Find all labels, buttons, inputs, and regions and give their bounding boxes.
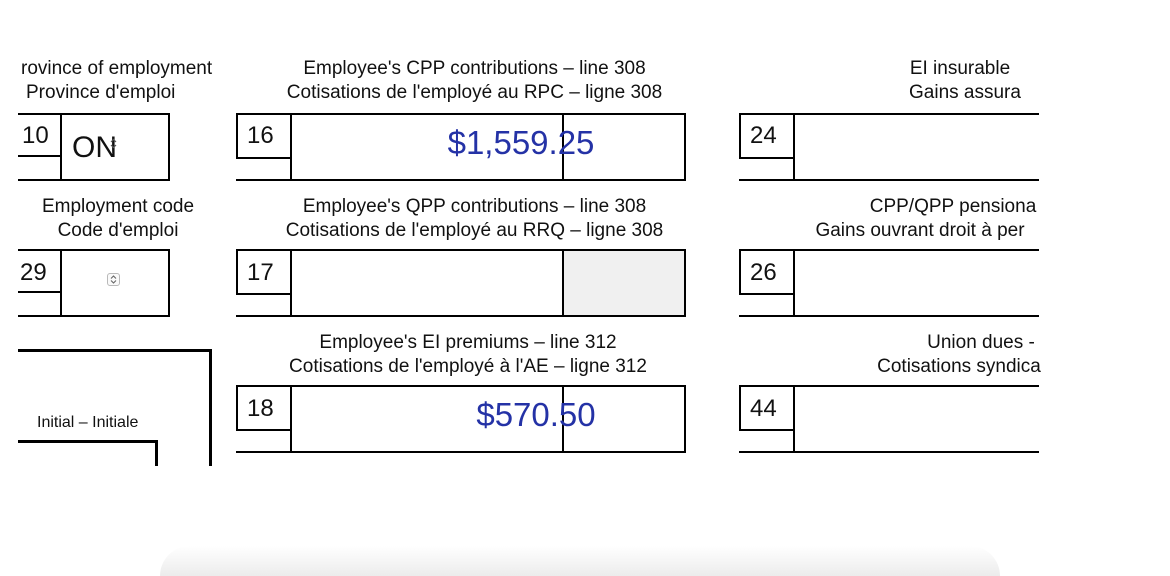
box16-label-fr: Cotisations de l'employé au RPC – ligne 308 <box>286 82 663 103</box>
box16-number: 16 <box>247 122 274 149</box>
box16-number-divider <box>290 113 292 181</box>
box29-number-divider <box>60 249 62 317</box>
box18-number-divider <box>290 385 292 453</box>
initial-line-tick <box>155 440 158 466</box>
box17-label <box>237 195 712 243</box>
box29-label <box>18 195 218 243</box>
box29-label-fr: Code d'emploi <box>57 220 179 241</box>
box44-label-fr: Cotisations syndica <box>877 356 1041 377</box>
cpp-contributions-value: $1,559.25 <box>447 124 595 161</box>
box24-number-divider <box>793 113 795 181</box>
box18-top-border <box>236 385 686 387</box>
box26-number-divider <box>793 249 795 317</box>
box18-label <box>237 331 699 379</box>
box26-number: 26 <box>750 259 777 286</box>
initial-line <box>18 440 158 443</box>
box17-label-en: Employee's QPP contributions – line 308 <box>302 196 647 217</box>
province-stepper-icon[interactable] <box>108 137 119 150</box>
box17-label-fr: Cotisations de l'employé au RRQ – ligne 308 <box>285 220 664 241</box>
box26-label-fr: Gains ouvrant droit à per <box>815 220 1025 241</box>
box16-label <box>237 57 712 105</box>
page-edge-shadow <box>160 546 1000 576</box>
box26-label <box>750 195 1170 243</box>
box44-number: 44 <box>750 395 777 422</box>
box44-number-divider <box>793 385 795 453</box>
box24-label-en: EI insurable <box>909 58 1011 79</box>
box17-number-divider <box>290 249 292 317</box>
box29-number: 29 <box>20 259 47 286</box>
employment-code-stepper-icon[interactable] <box>107 273 120 286</box>
box29-label-en: Employment code <box>41 196 195 217</box>
box24-label <box>830 57 1090 105</box>
box10-label <box>18 57 238 105</box>
box24-label-fr: Gains assura <box>909 82 1021 103</box>
box44-label <box>800 331 1120 379</box>
bracket-top <box>18 349 212 352</box>
box18-label-fr: Cotisations de l'employé à l'AE – ligne 312 <box>289 356 647 377</box>
box18-label-en: Employee's EI premiums – line 312 <box>319 332 617 353</box>
box17-cents-divider <box>562 249 564 317</box>
box10-label-en: rovince of employment <box>21 58 213 79</box>
box17-cents-shaded <box>564 251 684 315</box>
box10-number-divider <box>60 113 62 181</box>
box26-label-en: CPP/QPP pensiona <box>869 196 1037 217</box>
box16-label-en: Employee's CPP contributions – line 308 <box>303 58 646 79</box>
box24-number: 24 <box>750 122 777 149</box>
box44-label-en: Union dues - <box>927 332 1035 353</box>
box18-field[interactable] <box>236 385 686 453</box>
province-value: ON <box>72 131 117 164</box>
box10-number: 10 <box>22 122 49 149</box>
bracket-right <box>209 349 212 466</box>
initial-label: Initial – Initiale <box>37 414 139 431</box>
province-select[interactable] <box>72 131 128 167</box>
box17-number: 17 <box>247 259 274 286</box>
ei-premiums-value: $570.50 <box>476 396 596 433</box>
box16-top-border <box>236 113 686 115</box>
box18-number: 18 <box>247 395 274 422</box>
box10-label-fr: Province d'emploi <box>26 82 176 103</box>
